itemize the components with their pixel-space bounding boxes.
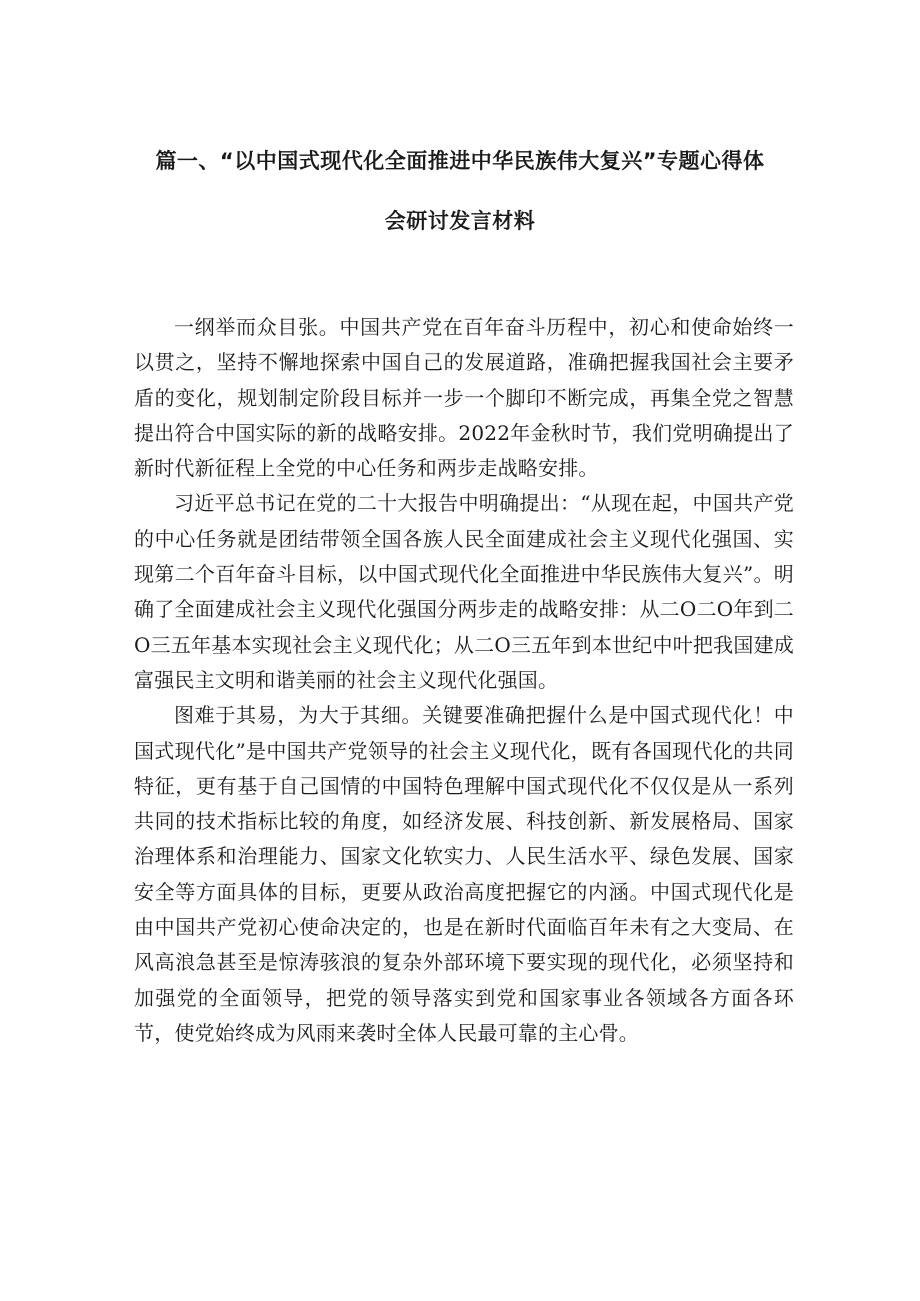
body-paragraph-2: 习近平总书记在党的二十大报告中明确提出：“从现在起，中国共产党的中心任务就是团结带领全国各族人民全面建成社会主义现代化强国、实现第二个百年奋斗目标，以中国式现代化全面推进中华民族伟大复兴”。明确了全面建成社会主义现代化强国分两步走的战略安排：从二O二O年到二O三五年基本实现社会主义现代化；从二O三五年到本世纪中叶把我国建成富强民主文明和谐美丽的社会主义现代化强国。 — [134, 491, 794, 692]
body-paragraph-3: 图难于其易，为大于其细。关键要准确把握什么是中国式现代化！中国式现代化”是中国共产党领导的社会主义现代化，既有各国现代化的共同特征，更有基于自己国情的中国特色理解中国式现代化不仅仅是从一系列共同的技术指标比较的角度，如经济发展、科技创新、新发展格局、国家治理体系和治理能力、国家文化软实力、人民生活水平、绿色发展、国家安全等方面具体的目标，更要从政治高度把握它的内涵。中国式现代化是由中国共产党初心使命决定的，也是在新时代面临百年未有之大变局、在风高浪急甚至是惊涛骇浪的复杂外部环境下要实现的现代化，必须坚持和加强党的全面领导，把党的领导落实到党和国家事业各领域各方面各环节，使党始终成为风雨来袭时全体人民最可靠的主心骨。 — [134, 703, 794, 1045]
body-paragraph-1: 一纲举而众目张。中国共产党在百年奋斗历程中，初心和使命始终一以贯之，坚持不懈地探索中国自己的发展道路，准确把握我国社会主要矛盾的变化，规划制定阶段目标并一步一个脚印不断完成，再集全党之智慧提出符合中国实际的新的战略安排。2022年金秋时节，我们党明确提出了新时代新征程上全党的中心任务和两步走战略安排。 — [134, 315, 794, 481]
document-title-line-2: 会研讨发言材料 — [384, 209, 536, 233]
document-body — [134, 310, 794, 1051]
document-title-line-1: 篇一、“以中国式现代化全面推进中华民族伟大复兴”专题心得体 — [155, 149, 765, 173]
